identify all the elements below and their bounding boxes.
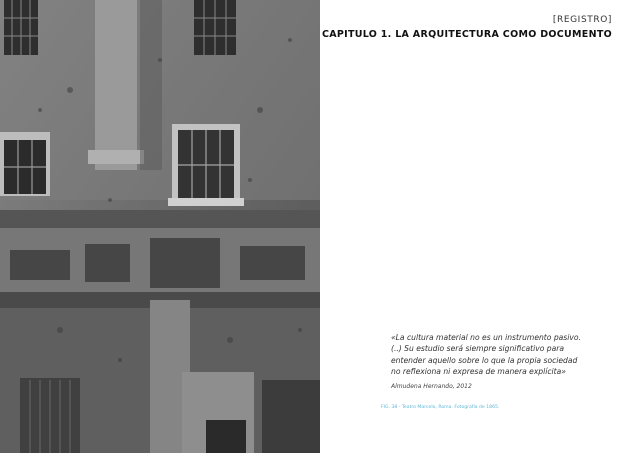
quote xyxy=(391,332,606,378)
quote-line: «La cultura material no es un instrumento pasivo. xyxy=(391,333,581,342)
chapter-title: CAPITULO 1. LA ARQUITECTURA COMO DOCUMENTO xyxy=(321,29,612,40)
section-tag: [REGISTRO] xyxy=(552,15,612,25)
quote-line: (..) Su estudio será siempre significativo para xyxy=(391,344,565,354)
quote-attribution: Almudena Hernando, 2012 xyxy=(391,383,472,390)
figure-caption: FIG. 38 - Teatro Marcelo, Roma. Fotografía de 1865. xyxy=(381,405,500,410)
quote-line: no reflexiona ni expresa de manera explícita» xyxy=(391,367,566,377)
text-page xyxy=(320,0,640,453)
quote-line: entender aquello sobre lo que la propia sociedad xyxy=(391,355,578,365)
